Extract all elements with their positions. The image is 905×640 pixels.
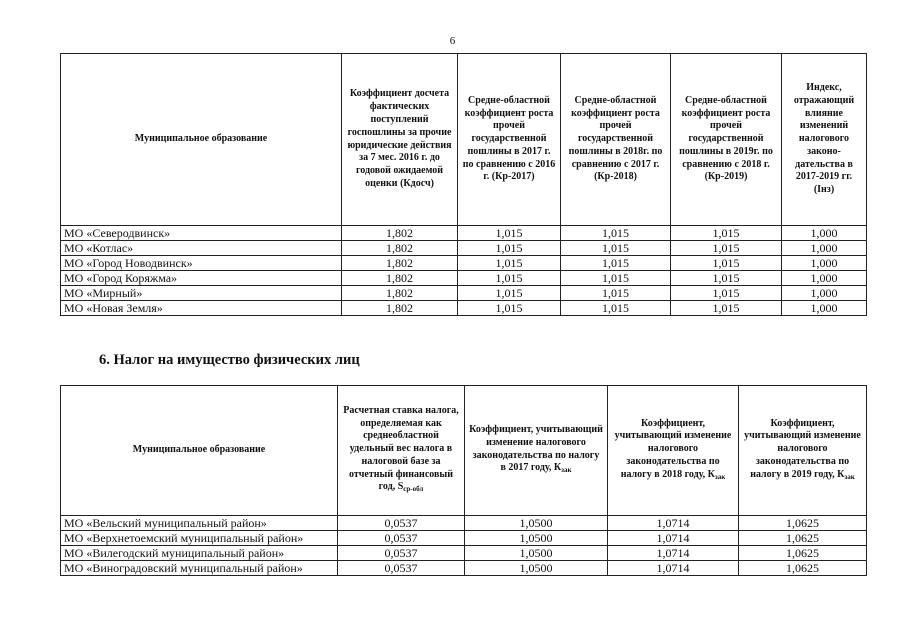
value-cell: 0,0537: [338, 531, 465, 546]
value-cell: 1,015: [458, 301, 561, 316]
header-k-dosch: Коэффициент досчета фактических поступлений госпошлины за прочие юридические действия за 7 мес. 2016 г. до годовой ожидаемой оценки (Кдосч): [342, 54, 458, 226]
municipality-name-cell: МО «Мирный»: [61, 286, 342, 301]
value-cell: 1,802: [342, 271, 458, 286]
value-cell: 1,000: [782, 256, 867, 271]
value-cell: 1,000: [782, 226, 867, 241]
value-cell: 1,802: [342, 286, 458, 301]
value-cell: 1,015: [458, 241, 561, 256]
municipality-name-cell: МО «Вельский муниципальный район»: [61, 516, 338, 531]
table-row: [61, 226, 867, 241]
state-duty-coefficients-table: [60, 53, 867, 316]
municipality-name-cell: МО «Верхнетоемский муниципальный район»: [61, 531, 338, 546]
municipality-name-cell: МО «Город Новодвинск»: [61, 256, 342, 271]
value-cell: 1,0625: [739, 561, 867, 576]
value-cell: 1,000: [782, 271, 867, 286]
value-cell: 1,000: [782, 301, 867, 316]
value-cell: 1,0625: [739, 546, 867, 561]
table-header-row: [61, 386, 867, 516]
value-cell: 1,015: [561, 241, 671, 256]
value-cell: 1,015: [671, 226, 782, 241]
value-cell: 1,015: [671, 241, 782, 256]
table-row: [61, 561, 867, 576]
value-cell: 1,0714: [608, 516, 739, 531]
header-municipality: Муниципальное образование: [61, 386, 338, 516]
page-number: 6: [449, 35, 456, 47]
subscript-label: зак: [714, 472, 726, 481]
value-cell: 0,0537: [338, 561, 465, 576]
value-cell: 1,015: [671, 301, 782, 316]
value-cell: 1,015: [458, 271, 561, 286]
value-cell: 1,015: [561, 256, 671, 271]
value-cell: 1,015: [671, 256, 782, 271]
municipality-name-cell: МО «Город Коряжма»: [61, 271, 342, 286]
table-header-row: [61, 54, 867, 226]
value-cell: 1,015: [561, 226, 671, 241]
header-k-zak-2018: Коэффициент, учитывающий изменение налогового законодательства по налогу в 2018 году, $К_{зак}$: [608, 386, 739, 516]
value-cell: 1,015: [458, 286, 561, 301]
value-cell: 0,0537: [338, 516, 465, 531]
value-cell: 1,802: [342, 301, 458, 316]
municipality-name-cell: МО «Виноградовский муниципальный район»: [61, 561, 338, 576]
municipality-name-cell: МО «Вилегодский муниципальный район»: [61, 546, 338, 561]
value-cell: 1,015: [561, 271, 671, 286]
table-row: [61, 256, 867, 271]
header-k-zak-2017: Коэффициент, учитывающий изменение налогового законодательства по налогу в 2017 году, $К_{зак}$: [465, 386, 608, 516]
header-kr-2019: Средне-областной коэффициент роста прочей государственной пошлины в 2019г. по сравнению с 2018 г. (Кр-2019): [671, 54, 782, 226]
property-tax-table: [60, 385, 867, 576]
value-cell: 0,0537: [338, 546, 465, 561]
header-kr-2017: Средне-областной коэффициент роста прочей государственной пошлины в 2017 г. по сравнению с 2016 г. (Кр-2017): [458, 54, 561, 226]
value-cell: 1,015: [671, 271, 782, 286]
value-cell: 1,015: [671, 286, 782, 301]
table-row: [61, 301, 867, 316]
table-row: [61, 531, 867, 546]
value-cell: 1,0625: [739, 516, 867, 531]
header-i-nz: Индекс, отражающий влияние изменений налогового законо-дательства в 2017-2019 гг. (Iнз): [782, 54, 867, 226]
municipality-name-cell: МО «Северодвинск»: [61, 226, 342, 241]
value-cell: 1,000: [782, 241, 867, 256]
value-cell: 1,0500: [465, 546, 608, 561]
header-tax-rate: Расчетная ставка налога, определяемая как среднеобластной удельный вес налога в налоговой базе за отчетный финансовый год, $S_{ср-обл}$: [338, 386, 465, 516]
value-cell: 1,802: [342, 241, 458, 256]
subscript-label: зак: [844, 472, 855, 481]
table-row: [61, 546, 867, 561]
table-row: [61, 271, 867, 286]
table-row: [61, 516, 867, 531]
header-municipality: Муниципальное образование: [61, 54, 342, 226]
value-cell: 1,0500: [465, 531, 608, 546]
section-heading: 6. Налог на имущество физических лиц: [99, 352, 360, 368]
value-cell: 1,015: [458, 226, 561, 241]
value-cell: 1,0714: [608, 546, 739, 561]
header-kr-2018: Средне-областной коэффициент роста прочей государственной пошлины в 2018г. по сравнению с 2017 г. (Кр-2018): [561, 54, 671, 226]
value-cell: 1,015: [458, 256, 561, 271]
value-cell: 1,0625: [739, 531, 867, 546]
value-cell: 1,802: [342, 226, 458, 241]
subscript-label: зак: [561, 466, 572, 475]
municipality-name-cell: МО «Новая Земля»: [61, 301, 342, 316]
value-cell: 1,0714: [608, 531, 739, 546]
value-cell: 1,0500: [465, 516, 608, 531]
municipality-name-cell: МО «Котлас»: [61, 241, 342, 256]
value-cell: 1,0714: [608, 561, 739, 576]
subscript-label: ср-обл: [403, 485, 424, 494]
value-cell: 1,015: [561, 286, 671, 301]
table-row: [61, 241, 867, 256]
value-cell: 1,0500: [465, 561, 608, 576]
header-k-zak-2019: Коэффициент, учитывающий изменение налогового законодательства по налогу в 2019 году, $К_{зак}$: [739, 386, 867, 516]
value-cell: 1,015: [561, 301, 671, 316]
table-row: [61, 286, 867, 301]
value-cell: 1,802: [342, 256, 458, 271]
value-cell: 1,000: [782, 286, 867, 301]
